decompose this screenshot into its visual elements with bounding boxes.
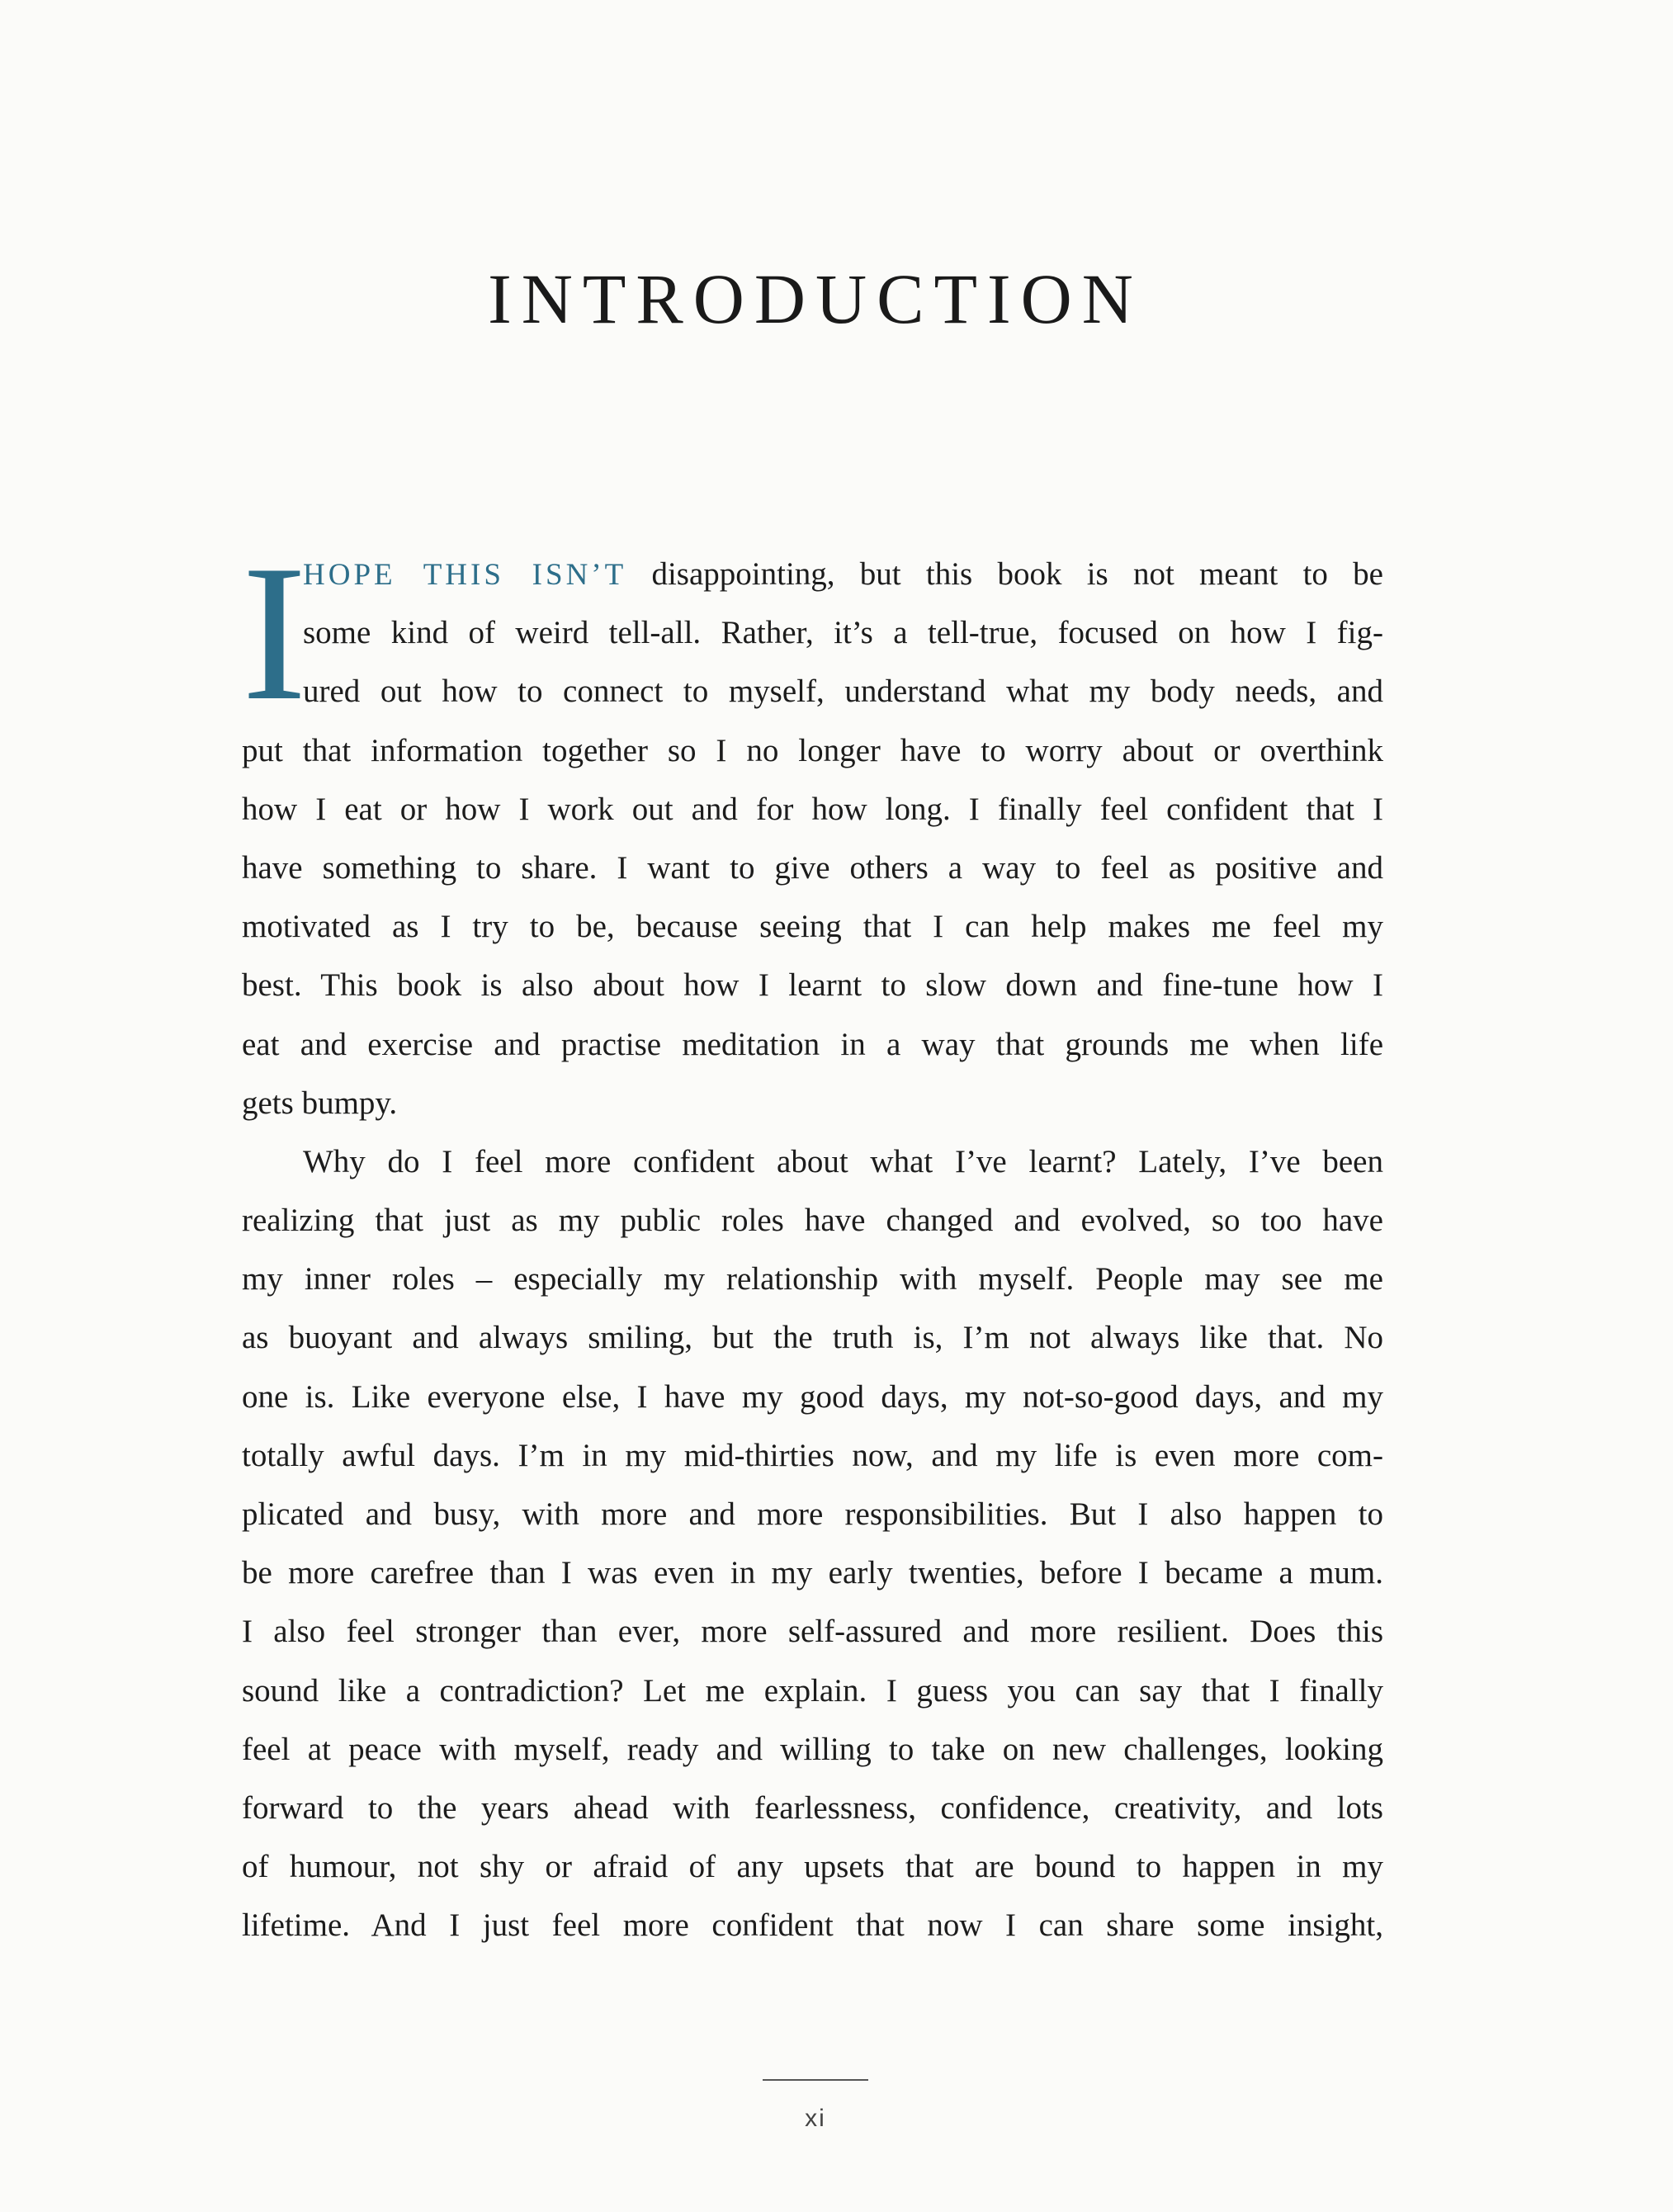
paragraph-2-line: realizing that just as my public roles have changed and evolved, so too have	[242, 1203, 1383, 1239]
paragraph-1-line	[242, 545, 1383, 603]
paragraph-1-line: put that information together so I no longer have to worry about or overthink	[242, 732, 1383, 768]
paragraph-2-line: be more carefree than I was even in my early twenties, before I became a mum.	[242, 1555, 1383, 1591]
paragraph-1-line: eat and exercise and practise meditation in a way that grounds me when life	[242, 1026, 1383, 1062]
paragraph-2-line: feel at peace with myself, ready and willing to take on new challenges, looking	[242, 1731, 1383, 1767]
paragraph-1-line: how I eat or how I work out and for how long. I finally feel confident that I	[242, 791, 1383, 827]
paragraph-2-line: Why do I feel more confident about what I’ve learnt? Lately, I’ve been	[303, 1143, 1383, 1179]
lead-in-small-caps: HOPE THIS ISN’T	[303, 558, 627, 592]
paragraph-2-line: lifetime. And I just feel more confident that now I can share some insight,	[242, 1907, 1383, 1944]
paragraph-1-line: ured out how to connect to myself, understand what my body needs, and	[303, 674, 1383, 710]
body-text	[242, 526, 1383, 1955]
paragraph-1-line: motivated as I try to be, because seeing that I can help makes me feel my	[242, 909, 1383, 945]
paragraph-2-line: totally awful days. I’m in my mid-thirties now, and my life is even more com-	[242, 1437, 1383, 1473]
paragraph-2-line: one is. Like everyone else, I have my good days, my not-so-good days, and my	[242, 1378, 1383, 1415]
paragraph-2-line: I also feel stronger than ever, more self-assured and more resilient. Does this	[242, 1614, 1383, 1650]
paragraph-1-line-1-text: disappointing, but this book is not meant to be	[626, 556, 1383, 592]
paragraph-2-line: forward to the years ahead with fearlessness, confidence, creativity, and lots	[242, 1789, 1383, 1826]
paragraph-1-line: have something to share. I want to give others a way to feel as positive and	[242, 849, 1383, 886]
paragraph-2-line: of humour, not shy or afraid of any upsets that are bound to happen in my	[242, 1849, 1383, 1885]
chapter-title: INTRODUCTION	[488, 259, 1143, 338]
drop-cap: I	[242, 526, 307, 741]
page-number: xi	[805, 2105, 826, 2132]
paragraph-1-line: best. This book is also about how I learnt to slow down and fine-tune how I	[242, 967, 1383, 1004]
paragraph-1-line: some kind of weird tell-all. Rather, it’s a tell-true, focused on how I fig-	[303, 615, 1383, 651]
paragraph-2-line: as buoyant and always smiling, but the truth is, I’m not always like that. No	[242, 1320, 1383, 1356]
paragraph-2-line: my inner roles – especially my relationship with myself. People may see me	[242, 1261, 1383, 1297]
paragraph-1-line: gets bumpy.	[242, 1085, 398, 1121]
paragraph-2-line: plicated and busy, with more and more responsibilities. But I also happen to	[242, 1496, 1383, 1532]
paragraph-2-line: sound like a contradiction? Let me explain. I guess you can say that I finally	[242, 1672, 1383, 1709]
folio-rule	[763, 2079, 868, 2081]
